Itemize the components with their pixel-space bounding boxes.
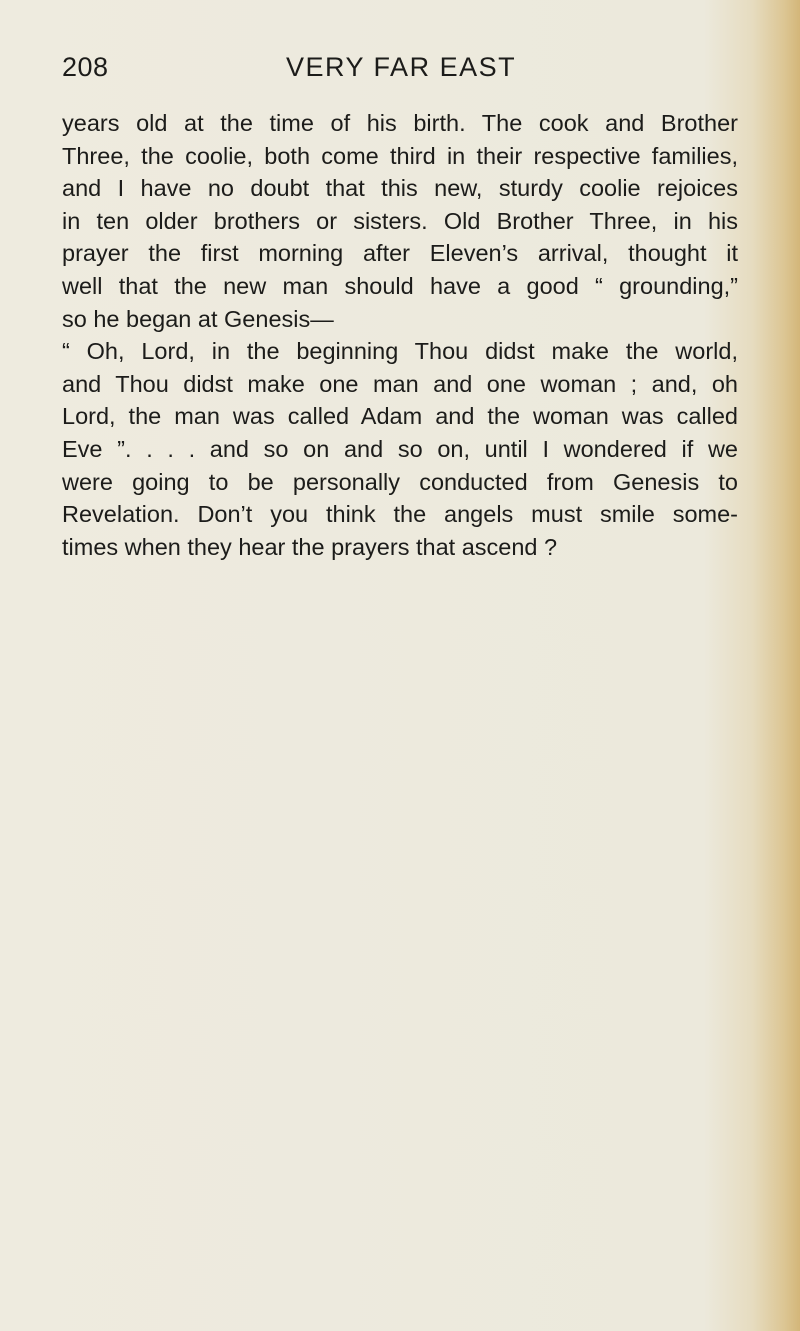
text-line: well that the new man should have a good “ grounding,” bbox=[62, 272, 738, 299]
body-text bbox=[62, 107, 738, 563]
text-line: years old at the time of his birth. The cook and Brother bbox=[62, 110, 738, 136]
text-line: prayer the first morning after Eleven’s arrival, thought it bbox=[62, 240, 738, 267]
running-title: VERY FAR EAST bbox=[286, 52, 517, 82]
text-line: Revelation. Don’t you think the angels must smile some- bbox=[62, 501, 738, 528]
text-line: “ Oh, Lord, in the beginning Thou didst make the world, bbox=[62, 338, 738, 365]
text-line: so he began at Genesis— bbox=[62, 305, 334, 332]
text-line: and I have no doubt that this new, sturdy coolie rejoices bbox=[62, 175, 738, 202]
text-line: Lord, the man was called Adam and the woman was called bbox=[62, 403, 738, 430]
text-line: Eve ”. . . . and so on and so on, until I wondered if we bbox=[62, 435, 738, 462]
page-number: 208 bbox=[62, 52, 109, 82]
text-line: and Thou didst make one man and one woman ; and, oh bbox=[62, 370, 738, 397]
page-header bbox=[62, 52, 738, 88]
text-line: in ten older brothers or sisters. Old Brother Three, in his bbox=[62, 207, 738, 234]
text-line: were going to be personally conducted from Genesis to bbox=[62, 468, 738, 495]
text-line: times when they hear the prayers that ascend ? bbox=[62, 533, 558, 560]
text-line: Three, the coolie, both come third in their respective families, bbox=[62, 142, 738, 169]
